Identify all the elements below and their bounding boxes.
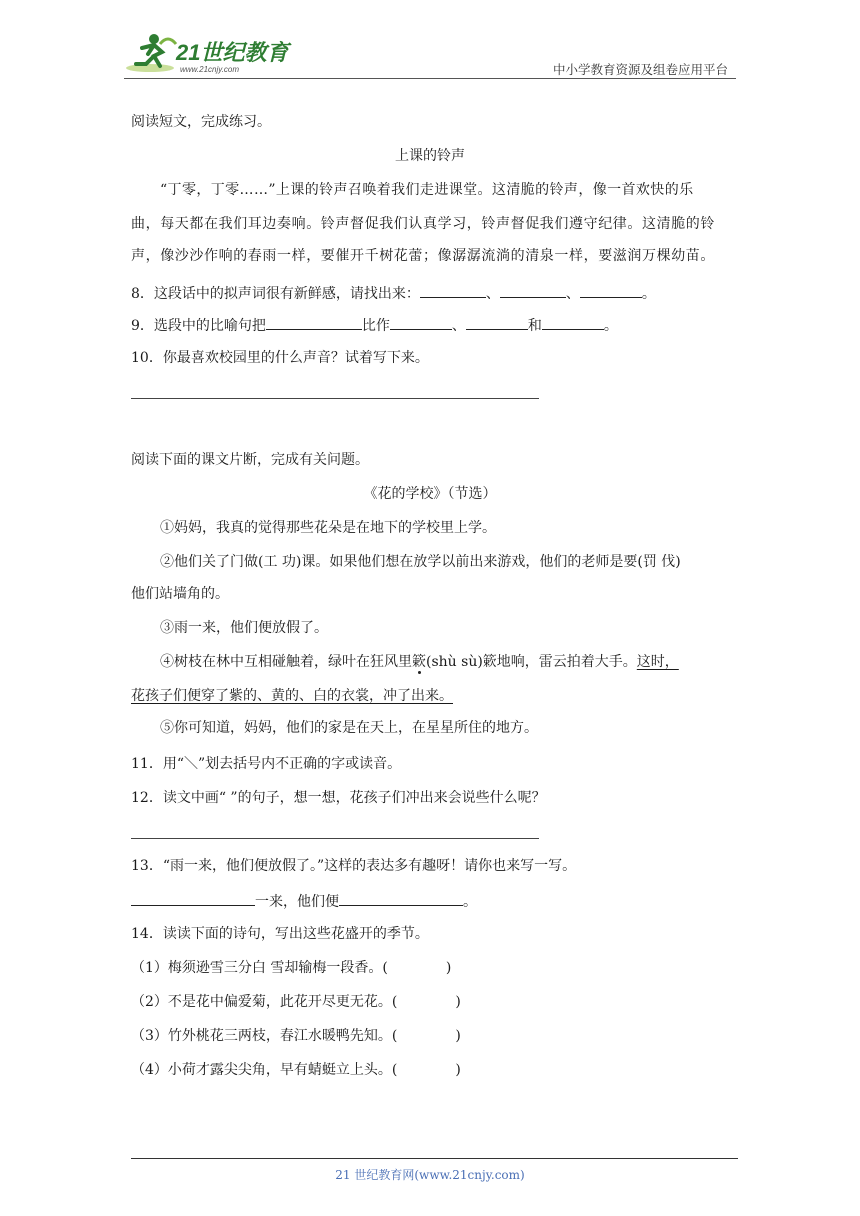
q9-blank-3[interactable]	[466, 314, 528, 330]
passage1-line1: “丁零，丁零……”上课的铃声召唤着我们走进课堂。这清脆的铃声，像一首欢快的乐	[160, 182, 694, 198]
poem-4: （4）小荷才露尖尖角，早有蜻蜓立上头。( )	[131, 1062, 461, 1078]
question-8: 8．这段话中的拟声词很有新鲜感，请找出来： 、 、 。	[131, 282, 656, 304]
q10-answer-line[interactable]	[131, 398, 539, 399]
q8-blank-2[interactable]	[500, 282, 566, 298]
passage1-line3: 声，像沙沙作响的春雨一样，要催开千树花蕾；像潺潺流淌的清泉一样，要滋润万棵幼苗。	[131, 248, 715, 264]
q13-fill: 一来，他们便 。	[131, 890, 477, 912]
passage2-p2b: 他们站墙角的。	[131, 586, 229, 602]
question-11: 11．用“＼”划去括号内不正确的字或读音。	[131, 756, 402, 772]
q13-blank-2[interactable]	[339, 890, 463, 906]
question-14: 14．读读下面的诗句，写出这些花盛开的季节。	[131, 926, 429, 942]
section1-intro: 阅读短文，完成练习。	[131, 114, 271, 130]
passage2-p3: ③雨一来，他们便放假了。	[160, 620, 328, 636]
logo-text: 21世纪教育	[176, 40, 289, 65]
q9-blank-1[interactable]	[266, 314, 362, 330]
poem-1: （1）梅须逊雪三分白 雪却输梅一段香。( )	[131, 960, 452, 976]
site-logo	[124, 30, 294, 78]
footer-link[interactable]: 21 世纪教育网(www.21cnjy.com)	[335, 1168, 525, 1182]
header-divider	[124, 78, 736, 79]
poem-2: （2）不是花中偏爱菊，此花开尽更无花。( )	[131, 994, 461, 1010]
q9-text: 9．选段中的比喻句把	[131, 318, 266, 334]
section2-intro: 阅读下面的课文片断，完成有关问题。	[131, 452, 369, 468]
passage2-p1: ①妈妈，我真的觉得那些花朵是在地下的学校里上学。	[160, 520, 496, 536]
logo-url: www.21cnjy.com	[180, 65, 239, 74]
platform-name: 中小学教育资源及组卷应用平台	[552, 62, 728, 77]
q8-blank-1[interactable]	[420, 282, 486, 298]
poem-3: （3）竹外桃花三两枝，春江水暖鸭先知。( )	[131, 1028, 461, 1044]
passage1-line2: 曲，每天都在我们耳边奏响。铃声督促我们认真学习，铃声督促我们遵守纪律。这清脆的铃	[131, 216, 715, 232]
q8-blank-3[interactable]	[580, 282, 642, 298]
footer-divider	[131, 1158, 738, 1159]
underlined-sentence-start: 这时，	[636, 654, 679, 670]
emphasis-dot-char: 簌	[412, 654, 426, 670]
passage1-title: 上课的铃声	[395, 148, 465, 164]
q9-blank-4[interactable]	[542, 314, 604, 330]
q8-text: 8．这段话中的拟声词很有新鲜感，请找出来：	[131, 286, 420, 302]
question-9: 9．选段中的比喻句把 比作 、 和 。	[131, 314, 618, 336]
passage2-p4a: ④树枝在林中互相碰触着，绿叶在狂风里簌(shù sù)簌地响，雷云拍着大手。这时，	[160, 654, 679, 670]
q9-blank-2[interactable]	[390, 314, 452, 330]
q13-blank-1[interactable]	[131, 890, 255, 906]
passage2-p2a: ②他们关了门做(工 功)课。如果他们想在放学以前出来游戏，他们的老师是要(罚 伐)	[160, 554, 681, 570]
q12-answer-line[interactable]	[131, 838, 539, 839]
passage2-title: 《花的学校》（节选）	[363, 486, 497, 502]
question-13: 13．“雨一来，他们便放假了。”这样的表达多有趣呀！请你也来写一写。	[131, 858, 577, 874]
question-10: 10．你最喜欢校园里的什么声音？试着写下来。	[131, 350, 429, 366]
passage2-p5: ⑤你可知道，妈妈，他们的家是在天上，在星星所住的地方。	[160, 720, 538, 736]
underlined-sentence-end: 花孩子们便穿了紫的、黄的、白的衣裳，冲了出来。	[131, 688, 453, 704]
question-12: 12．读文中画“ ”的句子，想一想，花孩子们冲出来会说些什么呢？	[131, 790, 546, 806]
runner-logo-icon	[124, 30, 294, 78]
